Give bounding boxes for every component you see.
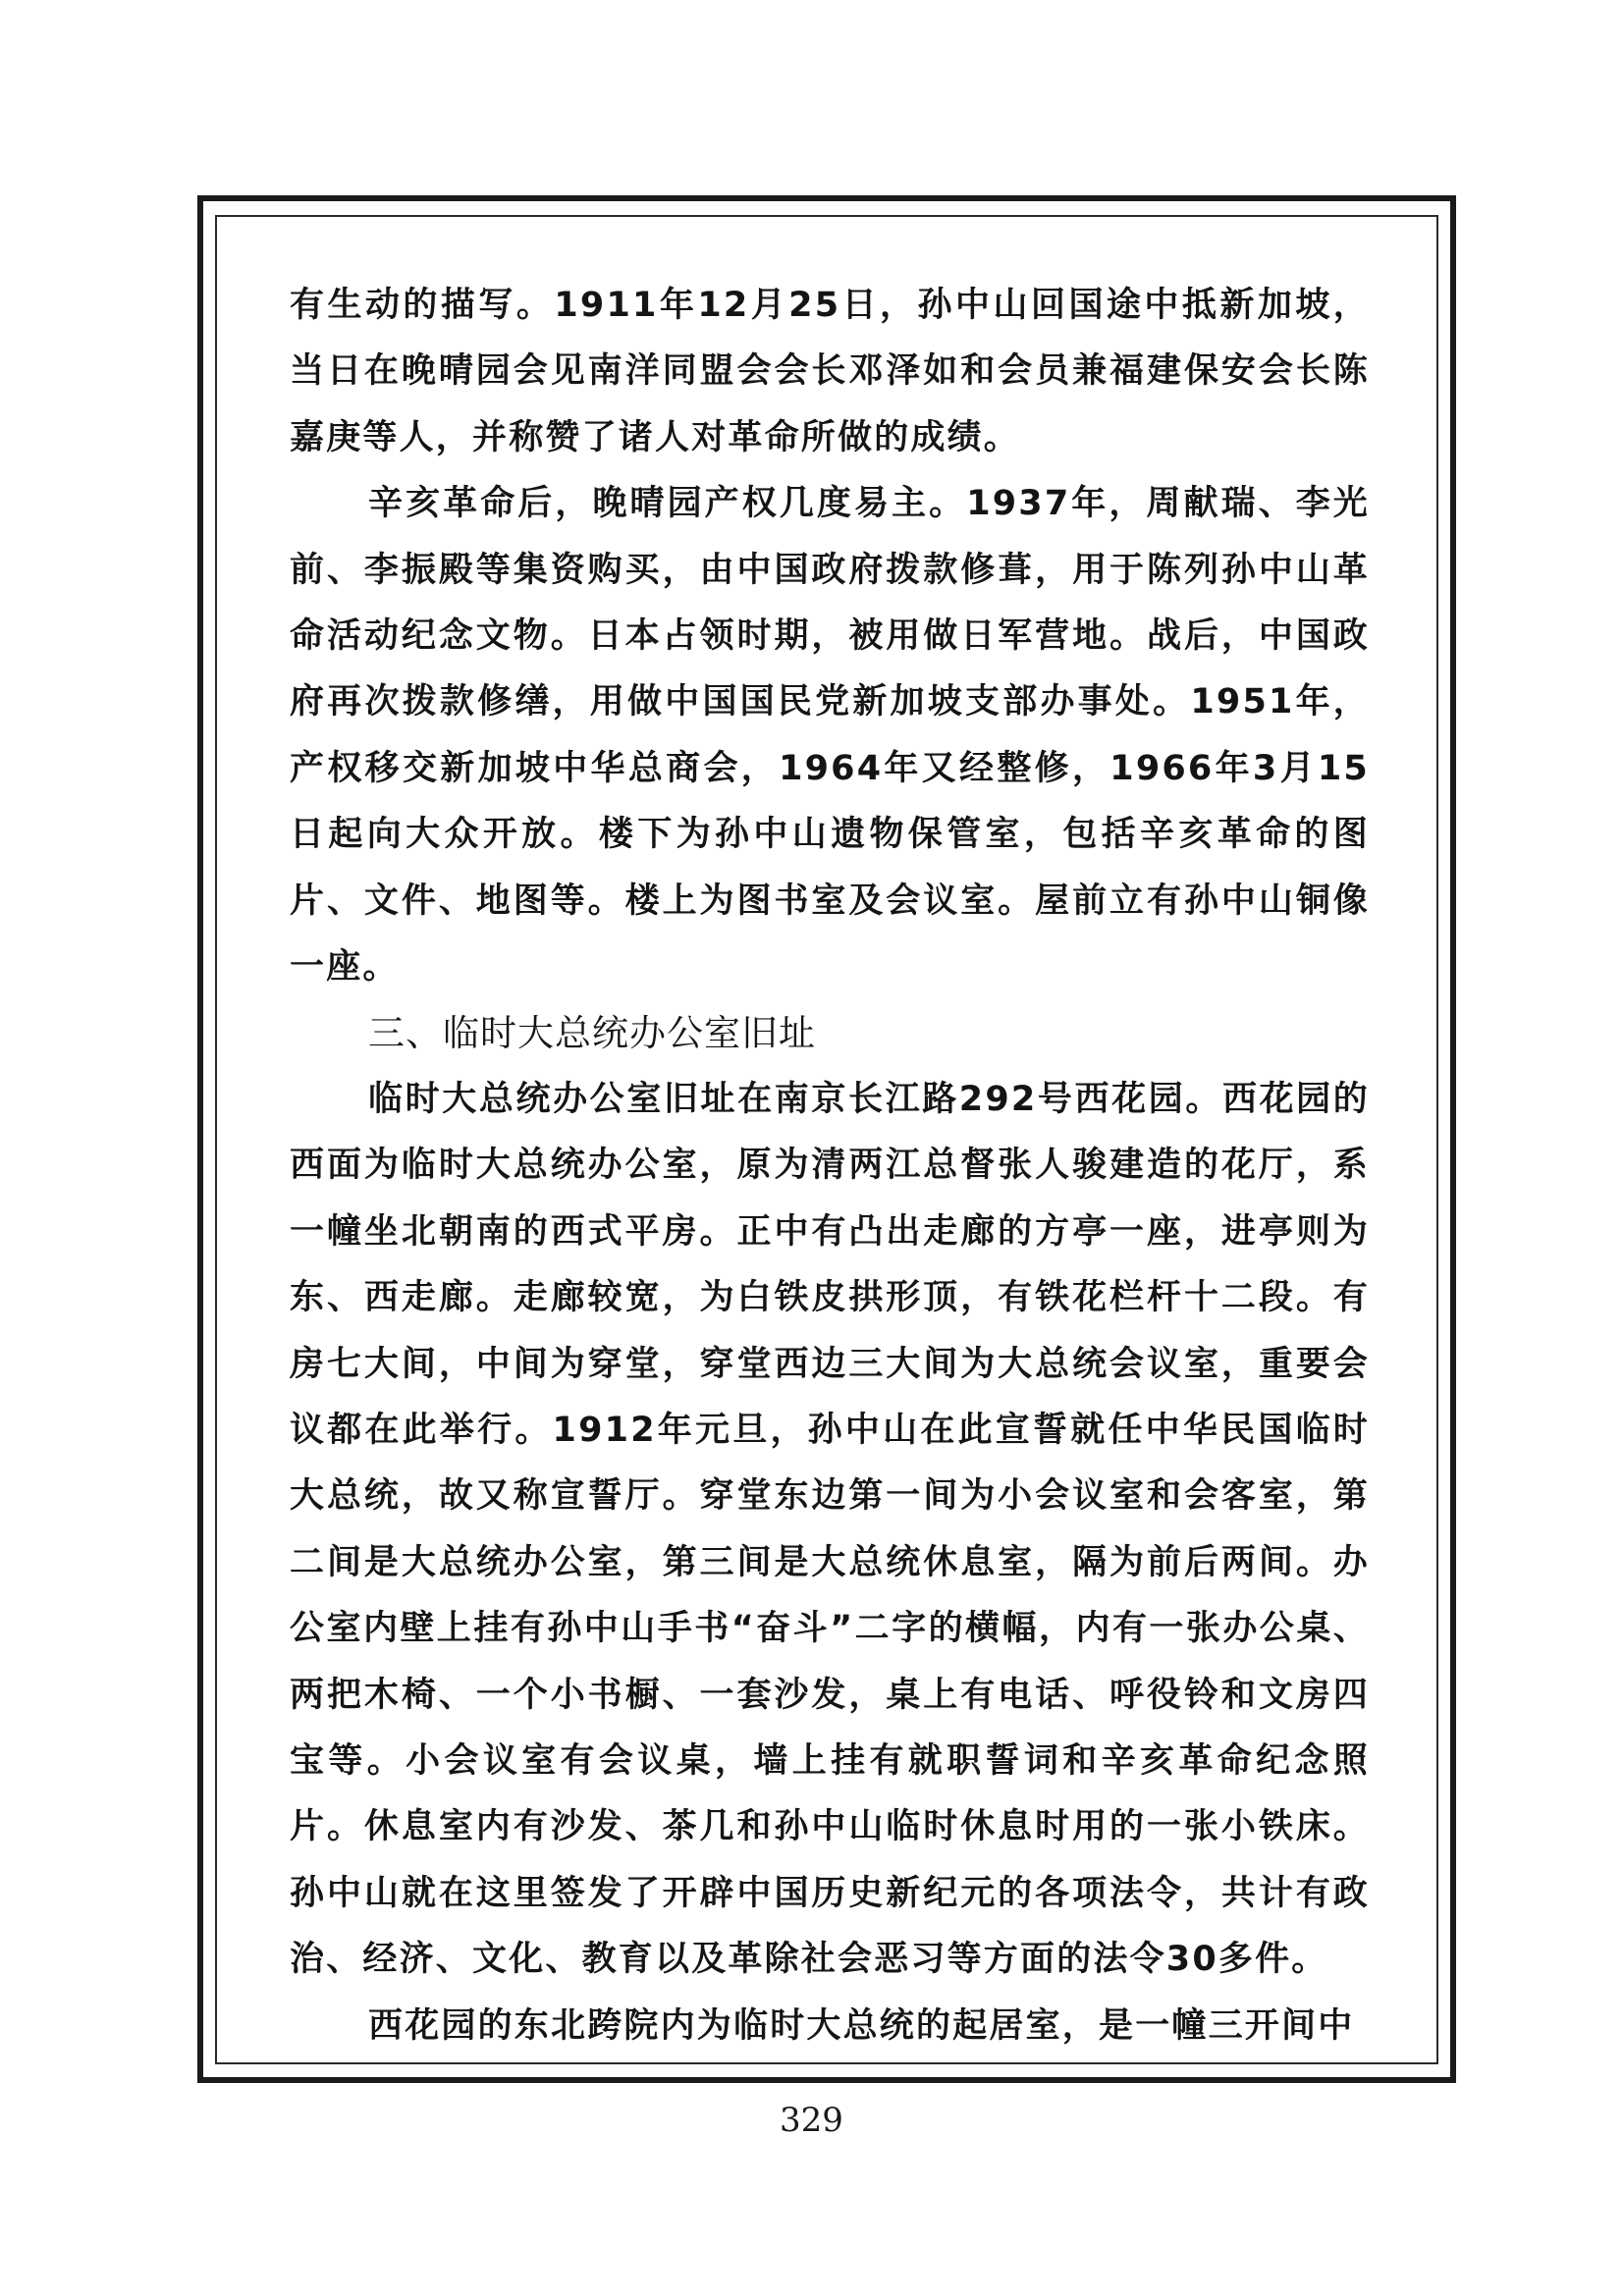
paragraph-living-quarters: 西花园的东北跨院内为临时大总统的起居室，是一幢三开间中	[368, 2005, 1355, 2046]
section-heading: 三、临时大总统办公室旧址	[368, 1012, 816, 1055]
paragraph-wan-qing-yuan-history: 辛亥革命后，晚晴园产权几度易主。1937年，周献瑞、李光前、李振殿等集资购买，由中国政府拨款修葺，用于陈列孙中山革命活动纪念文物。日本占领时期，被用做日军营地。战后，中国政府再次拨款修缮，用做中国国民党新加坡支部办事处。1951年，产权移交新加坡中华总商会，1964年又经整修，1966年3月15日起向大众开放。楼下为孙中山遗物保管室，包括辛亥革命的图片、文件、地图等。楼上为图书室及会议室。屋前立有孙中山铜像一座。	[290, 484, 1370, 988]
paragraph-presidential-office: 临时大总统办公室旧址在南京长江路292号西花园。西花园的西面为临时大总统办公室，原为清两江总督张人骏建造的花厅，系一幢坐北朝南的西式平房。正中有凸出走廊的方亭一座，进亭则为东、西走廊。走廊较宽，为白铁皮拱形顶，有铁花栏杆十二段。有房七大间，中间为穿堂，穿堂西边三大间为大总统会议室，重要会议都在此举行。1912年元旦，孙中山在此宣誓就任中华民国临时大总统，故又称宣誓厅。穿堂东边第一间为小会议室和会客室，第二间是大总统办公室，第三间是大总统休息室，隔为前后两间。办公室内壁上挂有孙中山手书“奋斗”二字的横幅，内有一张办公桌、两把木椅、一个小书橱、一套沙发，桌上有电话、呼役铃和文房四宝等。小会议室有会议桌，墙上挂有就职誓词和辛亥革命纪念照片。休息室内有沙发、茶几和孙中山临时休息时用的一张小铁床。孙中山就在这里签发了开辟中国历史新纪元的各项法令，共计有政治、经济、文化、教育以及革除社会恶习等方面的法令30多件。	[290, 1079, 1370, 1980]
page-body	[290, 273, 1370, 2059]
page-number: 329	[780, 2101, 843, 2140]
paragraph-continuation: 有生动的描写。1911年12月25日，孙中山回国途中抵新加坡，当日在晚晴园会见南洋同盟会会长邓泽如和会员兼福建保安会长陈嘉庚等人，并称赞了诸人对革命所做的成绩。	[290, 286, 1370, 457]
